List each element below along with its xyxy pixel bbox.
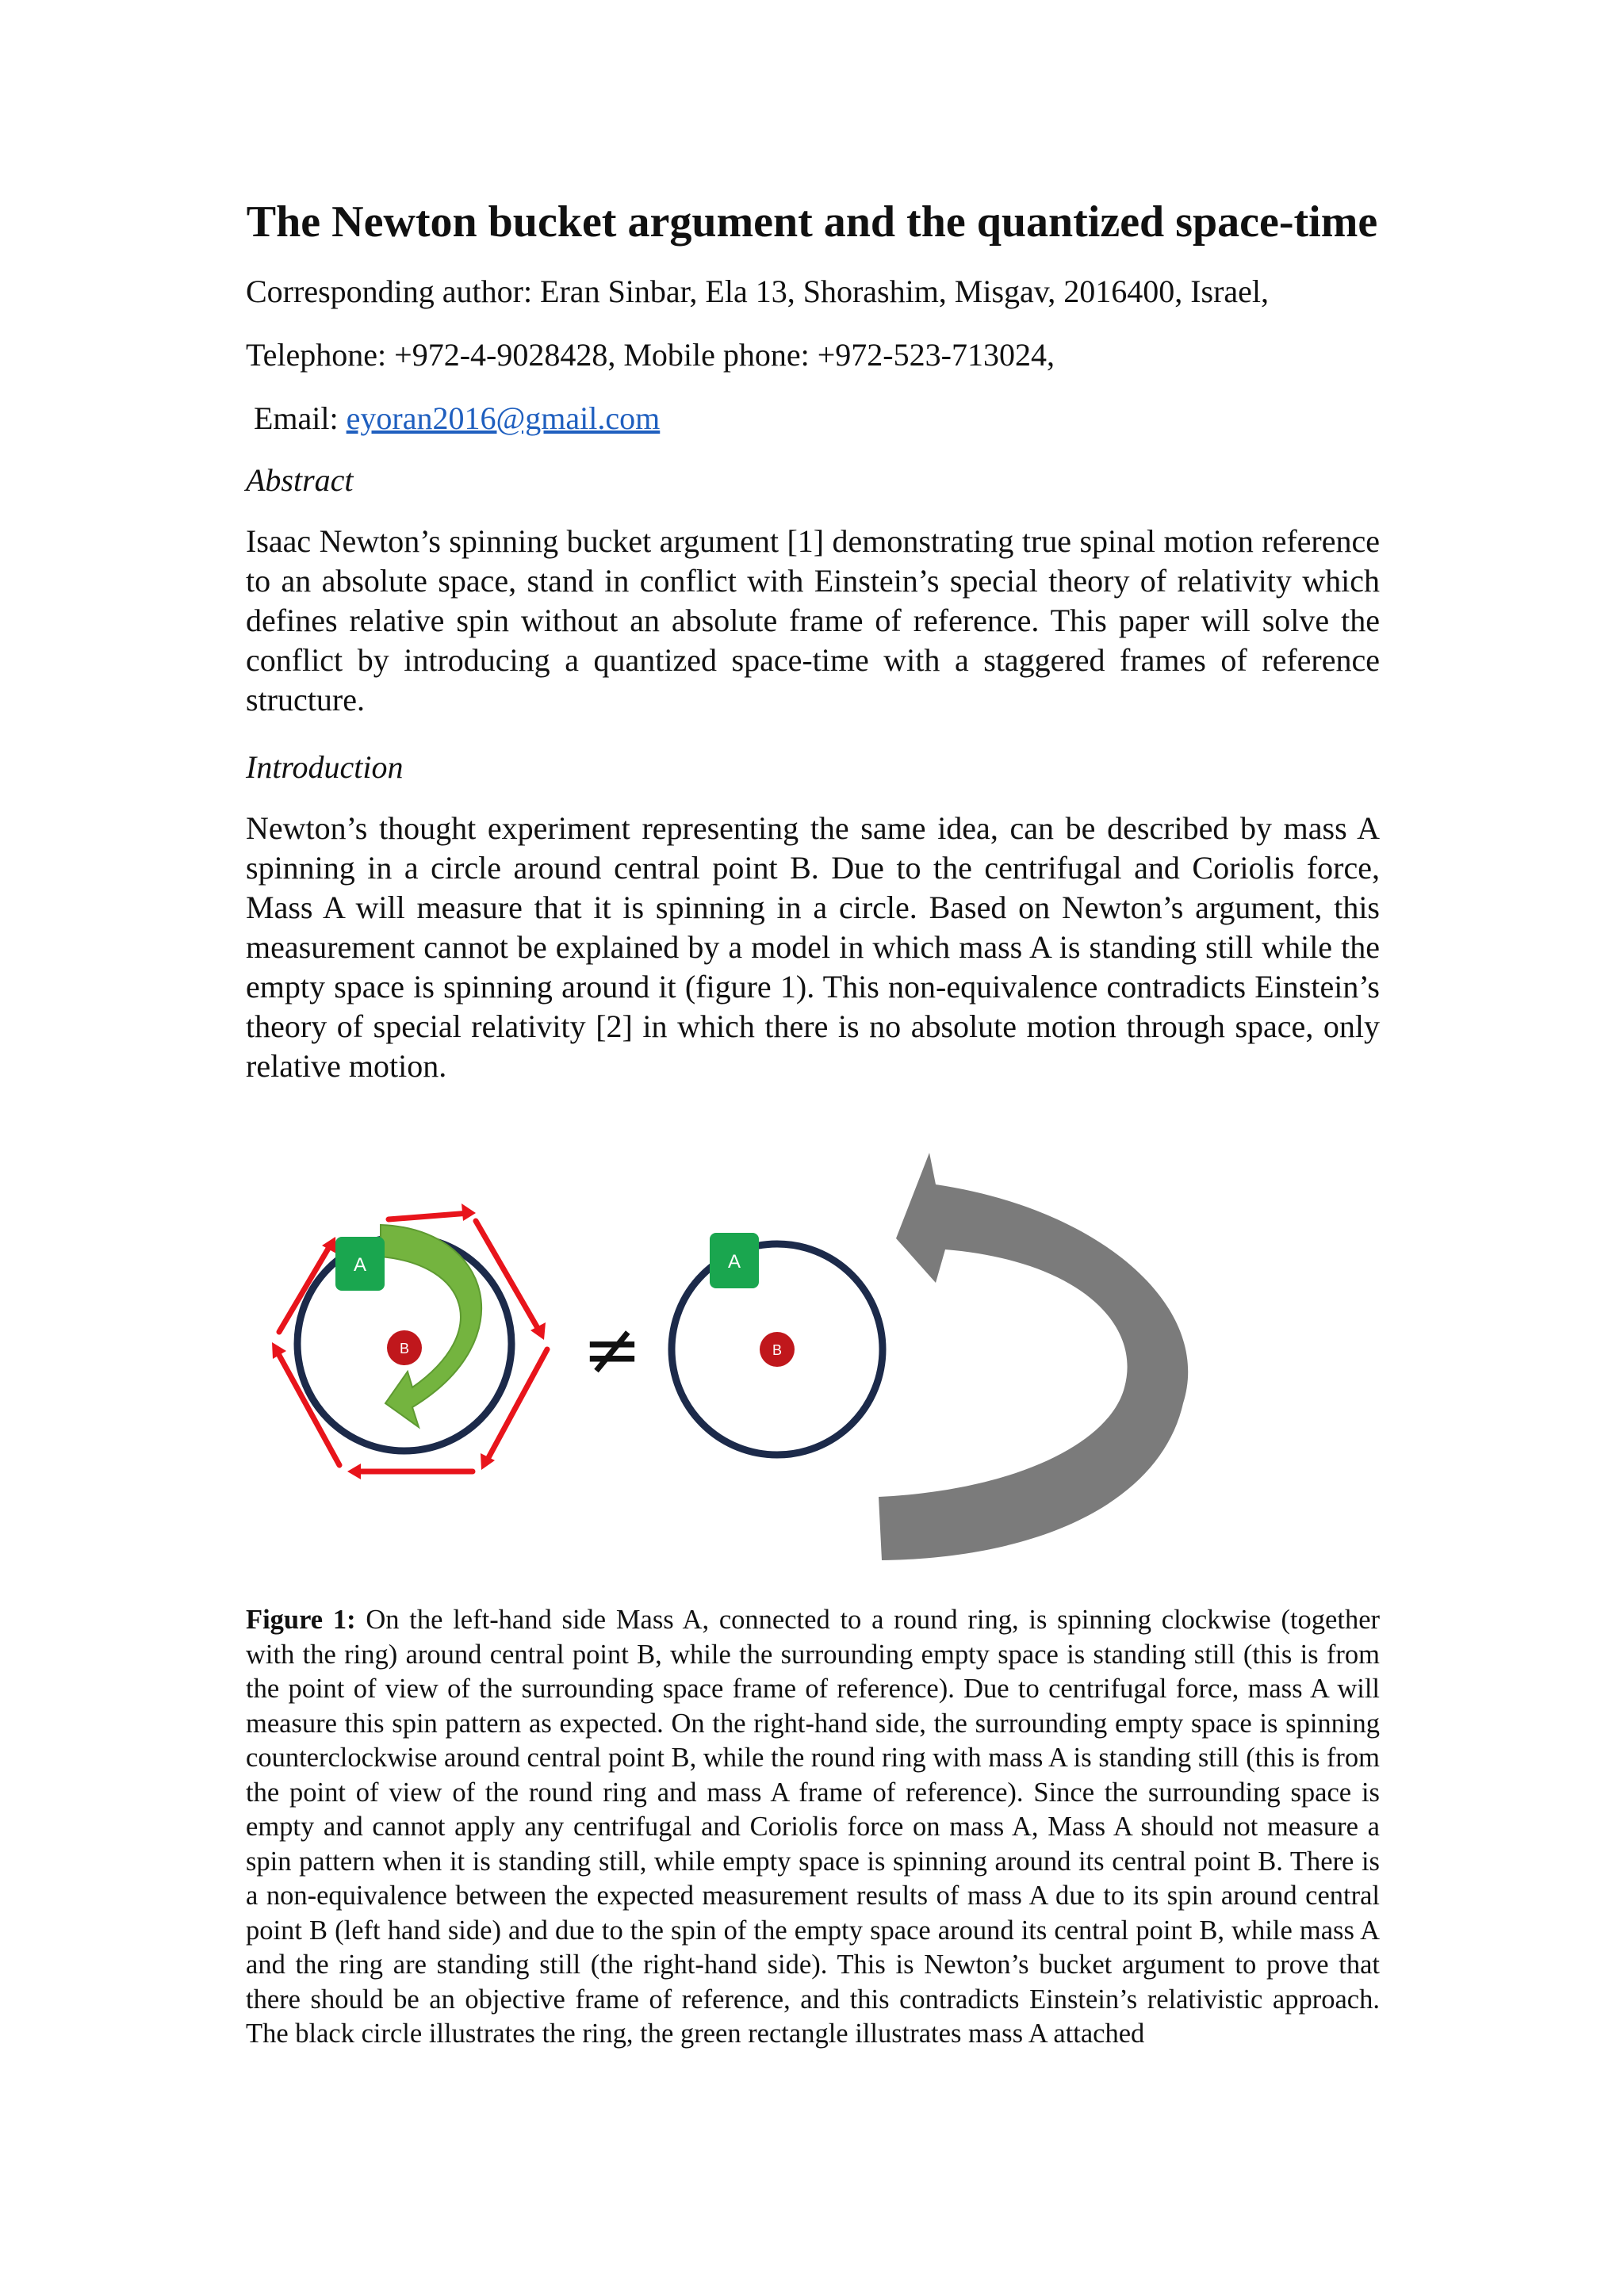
left-mass-a-label: A — [353, 1254, 367, 1276]
red-arrow-head — [347, 1464, 361, 1479]
email-link[interactable]: eyoran2016@gmail.com — [346, 400, 661, 436]
figure-1 — [238, 1102, 1237, 1578]
caption-label: Figure 1: — [246, 1605, 356, 1635]
red-arrow — [389, 1213, 469, 1219]
author-phones: Telephone: +972-4-9028428, Mobile phone: +972-523-713024, — [246, 337, 1055, 373]
abstract-heading: Abstract — [246, 462, 354, 498]
introduction-heading: Introduction — [246, 749, 404, 785]
email-label: Email: — [254, 400, 347, 436]
right-panel — [672, 1153, 1188, 1560]
red-arrow — [276, 1349, 339, 1465]
red-arrow-head — [462, 1203, 476, 1221]
left-panel — [272, 1203, 547, 1479]
right-mass-a-label: A — [727, 1251, 741, 1272]
figure-caption — [246, 1603, 1380, 2052]
introduction-text: Newton’s thought experiment representing the same idea, can be described by mass A spinning in a circle around central point B. Due to the centrifugal and Coriolis force, Mass A will measure that it is spinning in a circle. Based on Newton’s argument, this measurement cannot be explained by a model in which mass A is standing still while the empty space is spinning around it (figure 1). This non-equivalence contradicts Einstein’s theory of special relativity [2] in which there is no absolute motion through space, only relative motion. — [246, 810, 1380, 1084]
left-center-b-label: B — [399, 1341, 410, 1357]
right-center-b-label: B — [772, 1342, 783, 1358]
paper-title: The Newton bucket argument and the quantized space-time — [246, 197, 1378, 247]
caption-text: On the left-hand side Mass A, connected to a round ring, is spinning clockwise (together with the ring) around central point B, while the surrounding empty space is standing still (this is from the point of view of the surrounding space frame of reference). Due to centrifugal force, mass A will measure this spin pattern as expected. On the right-hand side, the surrounding empty space is spinning counterclockwise around central point B, while the round ring with mass A is standing still (this is from the point of view of the round ring and mass A frame of reference). Since the surrounding space is empty and cannot apply any centrifugal and Coriolis force on mass A, Mass A should not measure a spin pattern when it is standing still, while empty space is spinning around its central point B. There is a non-equivalence between the expected measurement results of mass A due to its spin around central point B (left hand side) and due to the spin of the empty space around its central point B, while mass A and the ring are standing still (the right-hand side). This is Newton’s bucket argument to prove that there should be an objective frame of reference, and this contradicts Einstein’s relativistic approach. The black circle illustrates the ring, the green rectangle illustrates mass A attached — [246, 1605, 1380, 2049]
author-email-line — [254, 396, 660, 441]
gray-counterclockwise-arrow — [879, 1153, 1188, 1560]
red-arrow — [279, 1243, 331, 1332]
abstract-text: Isaac Newton’s spinning bucket argument [1] demonstrating true spinal motion reference to an absolute space, stand in conflict with Einstein’s special theory of relativity which defines relative spin without an absolute frame of reference. This paper will solve the conflict by introducing a quantized space-time with a staggered frames of reference structure. — [246, 523, 1380, 718]
author-affiliation: Corresponding author: Eran Sinbar, Ela 13, Shorashim, Misgav, 2016400, Israel, — [246, 274, 1270, 309]
not-equal-symbol: ≠ — [582, 1308, 642, 1391]
